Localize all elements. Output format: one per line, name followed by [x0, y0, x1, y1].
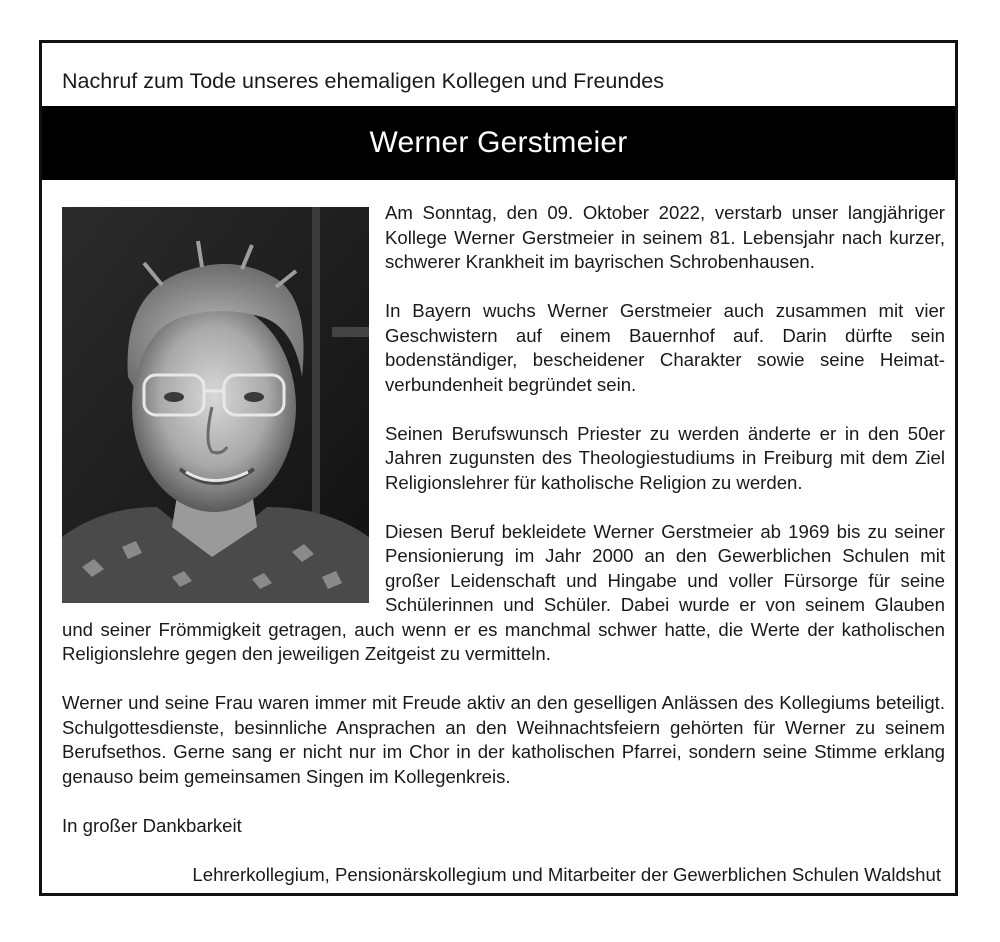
paragraph-4: Diesen Beruf bekleidete Werner Gerstmeier ab 1969 bis zu seiner Pensionierung im Jahr 2000 an den Gewerblichen Schulen mit großer Leidenschaft und Hingabe und voller Fürsorge für seine Schülerinnen und Schüler. Dabei wurde er von seinem Glauben und seiner Frömmigkeit getragen, auch wenn er es manchmal schwer hatte, die Werte der katholischen Religionslehre gegen den jeweiligen Zeitgeist zu vermitteln. — [62, 520, 945, 664]
paragraph-1: Am Sonntag, den 09. Oktober 2022, verstarb unser langjähriger Kollege Werner Gerstmeier in seinem 81. Lebensjahr nach kurzer, schwerer Krankheit im bayrischen Schrobenhausen. — [385, 202, 945, 272]
closing-line: In großer Dankbarkeit — [62, 814, 242, 836]
signature-line: Lehrerkollegium, Pensionärskollegium und Mitarbeiter der Gewerblichen Schulen Waldshut — [192, 863, 941, 885]
paragraph-2: In Bayern wuchs Werner Gerstmeier auch zusammen mit vier Geschwistern auf einem Bauernhof auf. Darin dürfte sein bodenständiger, bescheidener Charakter sowie seine Heimatverbundenheit begründet sein. — [385, 300, 945, 395]
portrait-photo — [62, 207, 369, 603]
obituary-frame — [39, 40, 958, 896]
paragraph-5: Werner und seine Frau waren immer mit Freude aktiv an den geselligen Anlässen des Kollegiums beteiligt. Schulgottesdienste, besinnliche Ansprachen an den Weihnachtsfeiern gehörten für Werner zu seinem Berufsethos. Gerne sang er nicht nur im Chor in der katholischen Pfarrei, sondern seine Stimme erklang genauso beim gemeinsamen Singen im Kollegenkreis. — [62, 692, 945, 787]
obituary-intro: Nachruf zum Tode unseres ehemaligen Kollegen und Freundes — [62, 69, 664, 93]
deceased-name: Werner Gerstmeier — [369, 126, 628, 159]
paragraph-3: Seinen Berufswunsch Priester zu werden änderte er in den 50er Jahren zugunsten des Theologiestudiums in Freiburg mit dem Ziel Religionslehrer für katholische Religion zu werden. — [385, 422, 945, 493]
name-banner — [42, 106, 955, 180]
obituary-body — [62, 201, 945, 912]
